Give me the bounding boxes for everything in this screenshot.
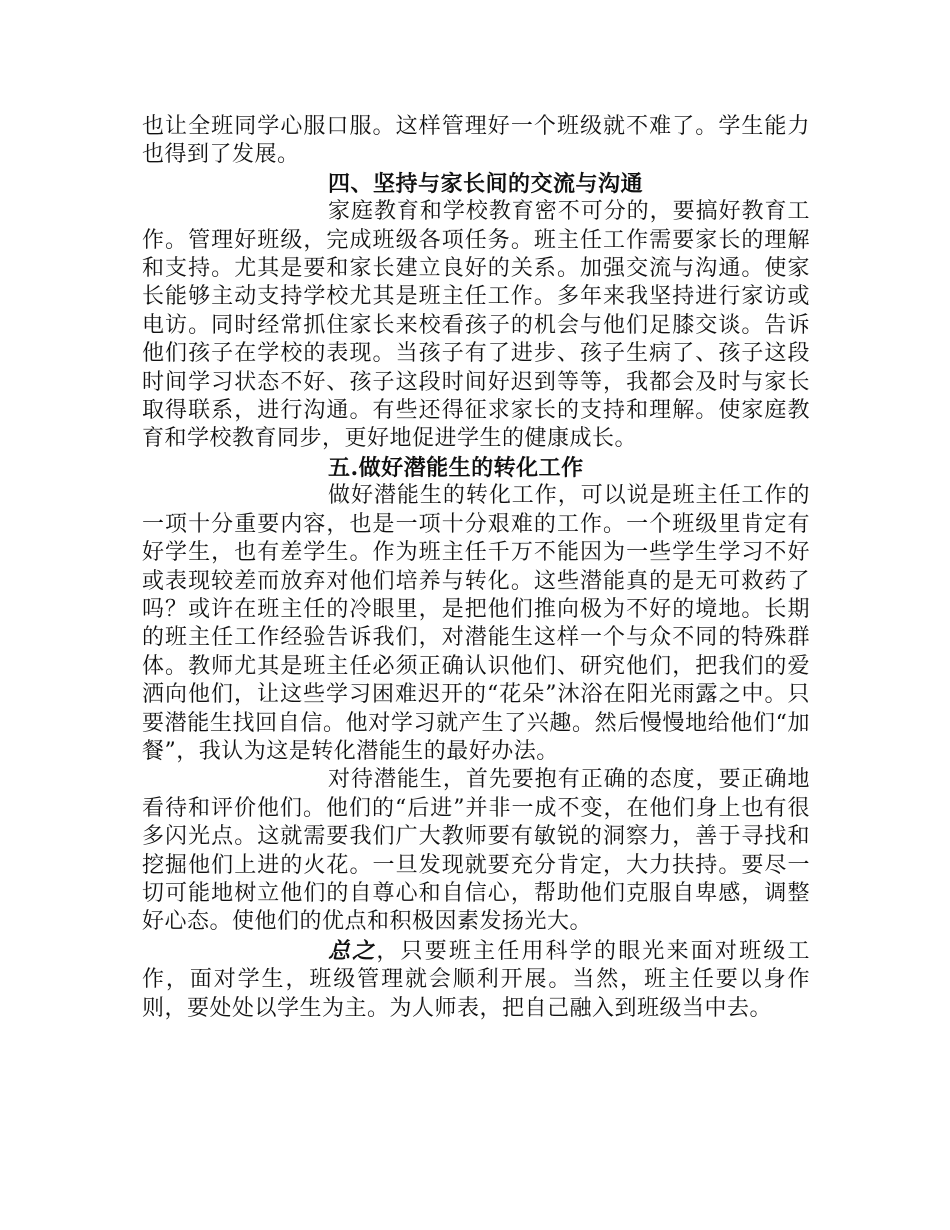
document-body <box>142 113 810 1023</box>
summary-lead: 总之 <box>328 937 377 964</box>
summary-paragraph <box>142 937 810 1023</box>
section-5-paragraph-2: 对待潜能生，首先要抱有正确的态度，要正确地看待和评价他们。他们的“后进”并非一成不变，在他们身上也有很多闪光点。这就需要我们广大教师要有敏锐的洞察力，善于寻找和挖掘他们上进的火花。一旦发现就要充分肯定，大力扶持。要尽一切可能地树立他们的自尊心和自信心，帮助他们克服自卑感，调整好心态。使他们的优点和积极因素发扬光大。 <box>142 767 810 935</box>
intro-paragraph: 也让全班同学心服口服。这样管理好一个班级就不难了。学生能力也得到了发展。 <box>142 114 810 168</box>
section-5-paragraph-1: 做好潜能生的转化工作，可以说是班主任工作的一项十分重要内容，也是一项十分艰难的工作。一个班级里肯定有好学生，也有差学生。作为班主任千万不能因为一些学生学习不好或表现较差而放弃对他们培养与转化。这些潜能真的是无可救药了吗？或许在班主任的冷眼里，是把他们推向极为不好的境地。长期的班主任工作经验告诉我们，对潜能生这样一个与众不同的特殊群体。教师尤其是班主任必须正确认识他们、研究他们，把我们的爱洒向他们，让这些学习困难迟开的“花朵”沐浴在阳光雨露之中。只要潜能生找回自信。他对学习就产生了兴趣。然后慢慢地给他们“加餐”，我认为这是转化潜能生的最好办法。 <box>142 483 810 764</box>
section-heading-4: 四、坚持与家长间的交流与沟通 <box>328 170 644 197</box>
section-heading-5: 五.做好潜能生的转化工作 <box>328 454 584 481</box>
summary-body: ，只要班主任用科学的眼光来面对班级工作，面对学生，班级管理就会顺利开展。当然，班主任要以身作则，要处处以学生为主。为人师表，把自己融入到班级当中去。 <box>142 938 810 1021</box>
section-4-paragraph: 家庭教育和学校教育密不可分的，要搞好教育工作。管理好班级，完成班级各项任务。班主任工作需要家长的理解和支持。尤其是要和家长建立良好的关系。加强交流与沟通。使家长能够主动支持学校尤其是班主任工作。多年来我坚持进行家访或电访。同时经常抓住家长来校看孩子的机会与他们足膝交谈。告诉他们孩子在学校的表现。当孩子有了进步、孩子生病了、孩子这段时间学习状态不好、孩子这段时间好迟到等等，我都会及时与家长取得联系，进行沟通。有些还得征求家长的支持和理解。使家庭教育和学校教育同步，更好地促进学生的健康成长。 <box>142 199 810 452</box>
